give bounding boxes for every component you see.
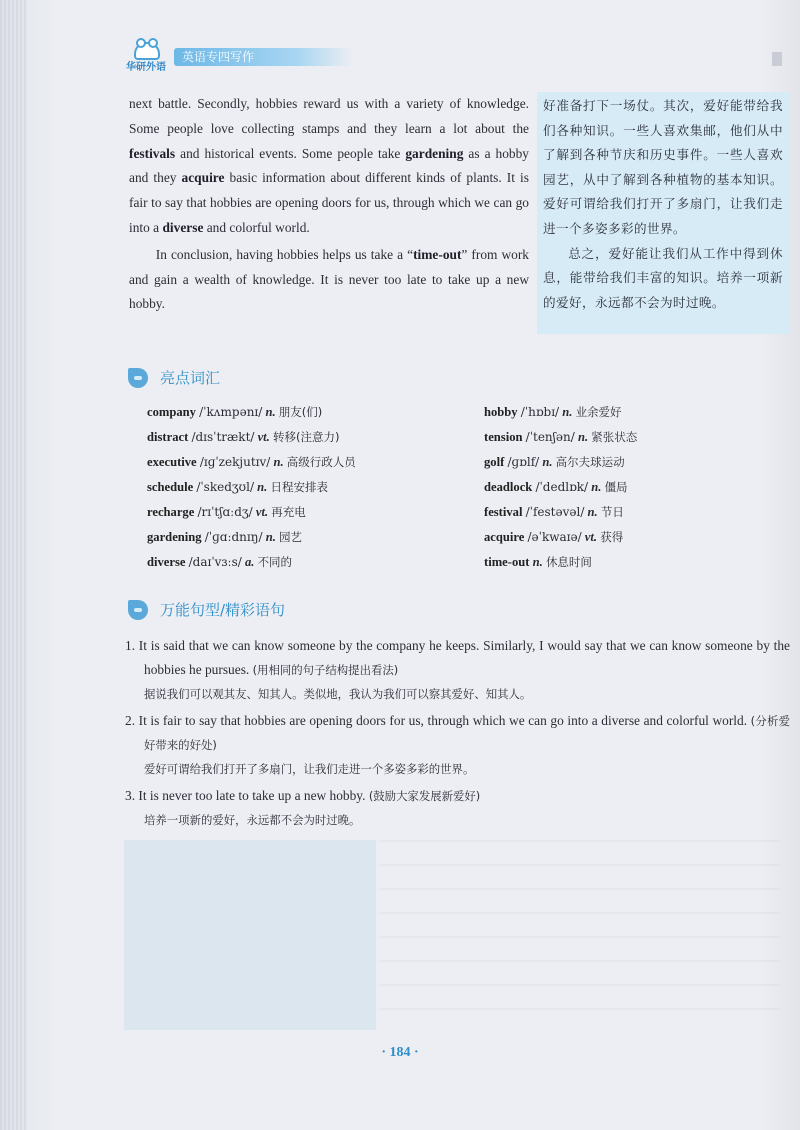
essay-paragraph-1 [129,92,529,241]
sentence-text: It is said that we can know someone by the company he keeps. Similarly, I would say that we can know someone by the hobbies he pursues. [138,638,790,677]
translation-paragraph-2: 总之，爱好能让我们从工作中得到休息，能带给我们丰富的知识。培养一项新的爱好，永远都不会为时过晚。 [543,245,783,310]
vocab-phonetic: /daɪˈvɜːs/ [188,555,242,569]
vocab-pos: n. [532,555,543,569]
vocab-pos: n. [257,480,268,494]
essay-text: ” from work and gain a wealth of knowledge. It is never too late to take up a new hobby. [129,246,529,312]
vocab-phonetic: /dɪsˈtrækt/ [191,430,255,444]
vocab-entry [147,550,356,575]
sentence-translation: 爱好可谓给我们打开了多扇门，让我们走进一个多姿多彩的世界。 [144,762,475,776]
sentence-note: (鼓励大家发展新爱好) [368,789,481,803]
essay-text: and historical events. Some people take [175,145,406,161]
vocab-meaning: 业余爱好 [575,405,622,419]
essay-text: next battle. Secondly, hobbies reward us with a variety of knowledge. Some people love collecting stamps and they learn a lot about the [129,96,529,136]
sentence-english [125,634,790,682]
vocab-meaning: 不同的 [257,555,293,569]
essay-text: basic information about different kinds of plants. It is fair to say that hobbies are opening doors for us, through which we can go into a [129,170,529,235]
essay-text: In conclusion, having hobbies helps us take a “ [155,246,414,262]
essay-keyword: festivals [129,145,176,161]
section-title: 万能句型/精彩语句 [160,601,286,619]
sentence-note: (用相同的句子结构提出看法) [252,663,399,677]
vocab-meaning: 朋友(们) [278,405,323,419]
vocab-phonetic: /ˈfestəvəl/ [525,505,585,519]
vocab-meaning: 节日 [600,505,624,519]
sentence-translation: 培养一项新的爱好，永远都不会为时过晚。 [144,813,361,827]
translation-box [537,92,789,334]
vocab-entry [147,425,356,450]
vocab-entry [484,550,637,575]
vocab-pos: n. [577,430,589,444]
vocab-word: acquire [484,530,525,544]
vocab-meaning: 高尔夫球运动 [555,455,625,469]
vocab-meaning: 僵局 [604,480,628,494]
page-number: · 184 · [381,1045,419,1060]
vocab-word: time-out [484,555,530,569]
vocab-pos: n. [265,405,276,419]
sentence-item [125,634,790,706]
vocab-pos: n. [273,455,284,469]
vocab-pos: vt. [584,530,598,544]
vocab-entry [484,525,637,550]
vocab-pos: a. [244,555,255,569]
vocab-meaning: 园艺 [279,530,302,544]
section-title: 亮点词汇 [160,369,221,387]
logo-text: 华研外语 [126,62,166,73]
vocab-entry [147,525,356,550]
page-edge-shading [0,0,26,1130]
essay-keyword: acquire [181,170,225,186]
sentence-english [125,784,790,808]
sentence-number: 3. [125,788,136,803]
vocab-word: gardening [147,530,202,544]
vocab-word: distract [147,430,189,444]
sentence-translation: 据说我们可以观其友、知其人。类似地，我认为我们可以察其爱好、知其人。 [144,687,532,701]
essay-keyword: time-out [413,246,462,262]
vocab-entry [147,400,356,425]
essay-keyword: diverse [162,219,204,235]
section-badge-icon [128,600,148,620]
vocab-phonetic: /əˈkwaɪə/ [527,530,582,544]
vocab-pos: vt. [255,505,269,519]
vocab-word: diverse [147,555,186,569]
vocab-word: hobby [484,405,518,419]
vocab-entry [484,450,637,475]
vocab-word: tension [484,430,523,444]
vocab-meaning: 获得 [600,530,624,544]
series-title: 英语专四写作 [174,48,352,66]
sentence-number: 1. [125,638,136,653]
vocab-meaning: 日程安排表 [270,480,328,494]
sentence-number: 2. [125,713,136,728]
essay-text: and colorful world. [203,219,310,235]
vocab-meaning: 紧张状态 [591,430,638,444]
vocab-pos: n. [562,405,573,419]
vocab-word: golf [484,455,505,469]
vocab-word: company [147,405,196,419]
vocab-word: schedule [147,480,194,494]
vocab-phonetic: /ˈtenʃən/ [525,430,575,444]
essay-text: as a hobby and they [129,145,529,186]
vocab-entry [484,400,637,425]
sentence-item [125,709,790,781]
vocab-meaning: 再充电 [271,505,306,519]
sentence-text: It is never too late to take up a new hobby. [138,788,366,803]
bleed-through-lines [380,840,780,1030]
vocab-entry [147,475,356,500]
vocab-phonetic: /ˈhɒbɪ/ [520,405,560,419]
vocab-pos: n. [542,455,553,469]
vocab-pos: n. [591,480,602,494]
vocab-entry [484,475,637,500]
sentence-english [125,709,790,757]
vocab-phonetic: /ɡɒlf/ [507,455,540,469]
vocab-list-right [484,400,637,575]
translation-paragraph-1: 好准备打下一场仗。其次，爱好能带给我们各种知识。一些人喜欢集邮，他们从中了解到各种节庆和历史事件。一些人喜欢园艺，从中了解到各种植物的基本知识。爱好可谓给我们打开了多扇门，让我们走进一个多姿多彩的世界。 [543,98,783,236]
sentence-list [125,634,790,835]
vocab-pos: vt. [257,430,270,444]
vocab-pos: n. [265,530,276,544]
vocab-meaning: 转移(注意力) [273,430,340,444]
vocab-entry [147,450,356,475]
vocab-phonetic: /rɪˈtʃɑːdʒ/ [197,505,253,519]
sentence-item [125,784,790,832]
publisher-logo [120,42,172,73]
vocab-phonetic: /ˈskedʒʊl/ [196,480,254,494]
vocab-word: deadlock [484,480,533,494]
vocab-entry [147,500,356,525]
vocab-phonetic: /ˈdedlɒk/ [535,480,589,494]
corner-tab [772,52,782,66]
vocab-meaning: 休息时间 [545,555,592,569]
vocab-phonetic: /ˈɡɑːdnɪŋ/ [204,530,263,544]
sentence-note: (分析爱好带来的好处) [144,714,790,752]
vocab-meaning: 高级行政人员 [286,455,356,469]
vocab-pos: n. [587,505,598,519]
vocab-word: recharge [147,505,195,519]
vocab-word: festival [484,505,523,519]
vocab-phonetic: /ˈkʌmpənɪ/ [199,405,263,419]
vocab-entry [484,425,637,450]
vocab-word: executive [147,455,197,469]
vocab-list-left [147,400,356,575]
essay-paragraph-2 [129,243,529,317]
essay-keyword: gardening [405,145,464,161]
vocab-entry [484,500,637,525]
section-badge-icon [128,368,148,388]
essay-body [129,92,529,317]
vocab-phonetic: /ɪɡˈzekjutɪv/ [199,455,271,469]
sentence-text: It is fair to say that hobbies are opening doors for us, through which we can go into a diverse and colorful world. [138,713,748,728]
bleed-through-shade [124,840,376,1030]
